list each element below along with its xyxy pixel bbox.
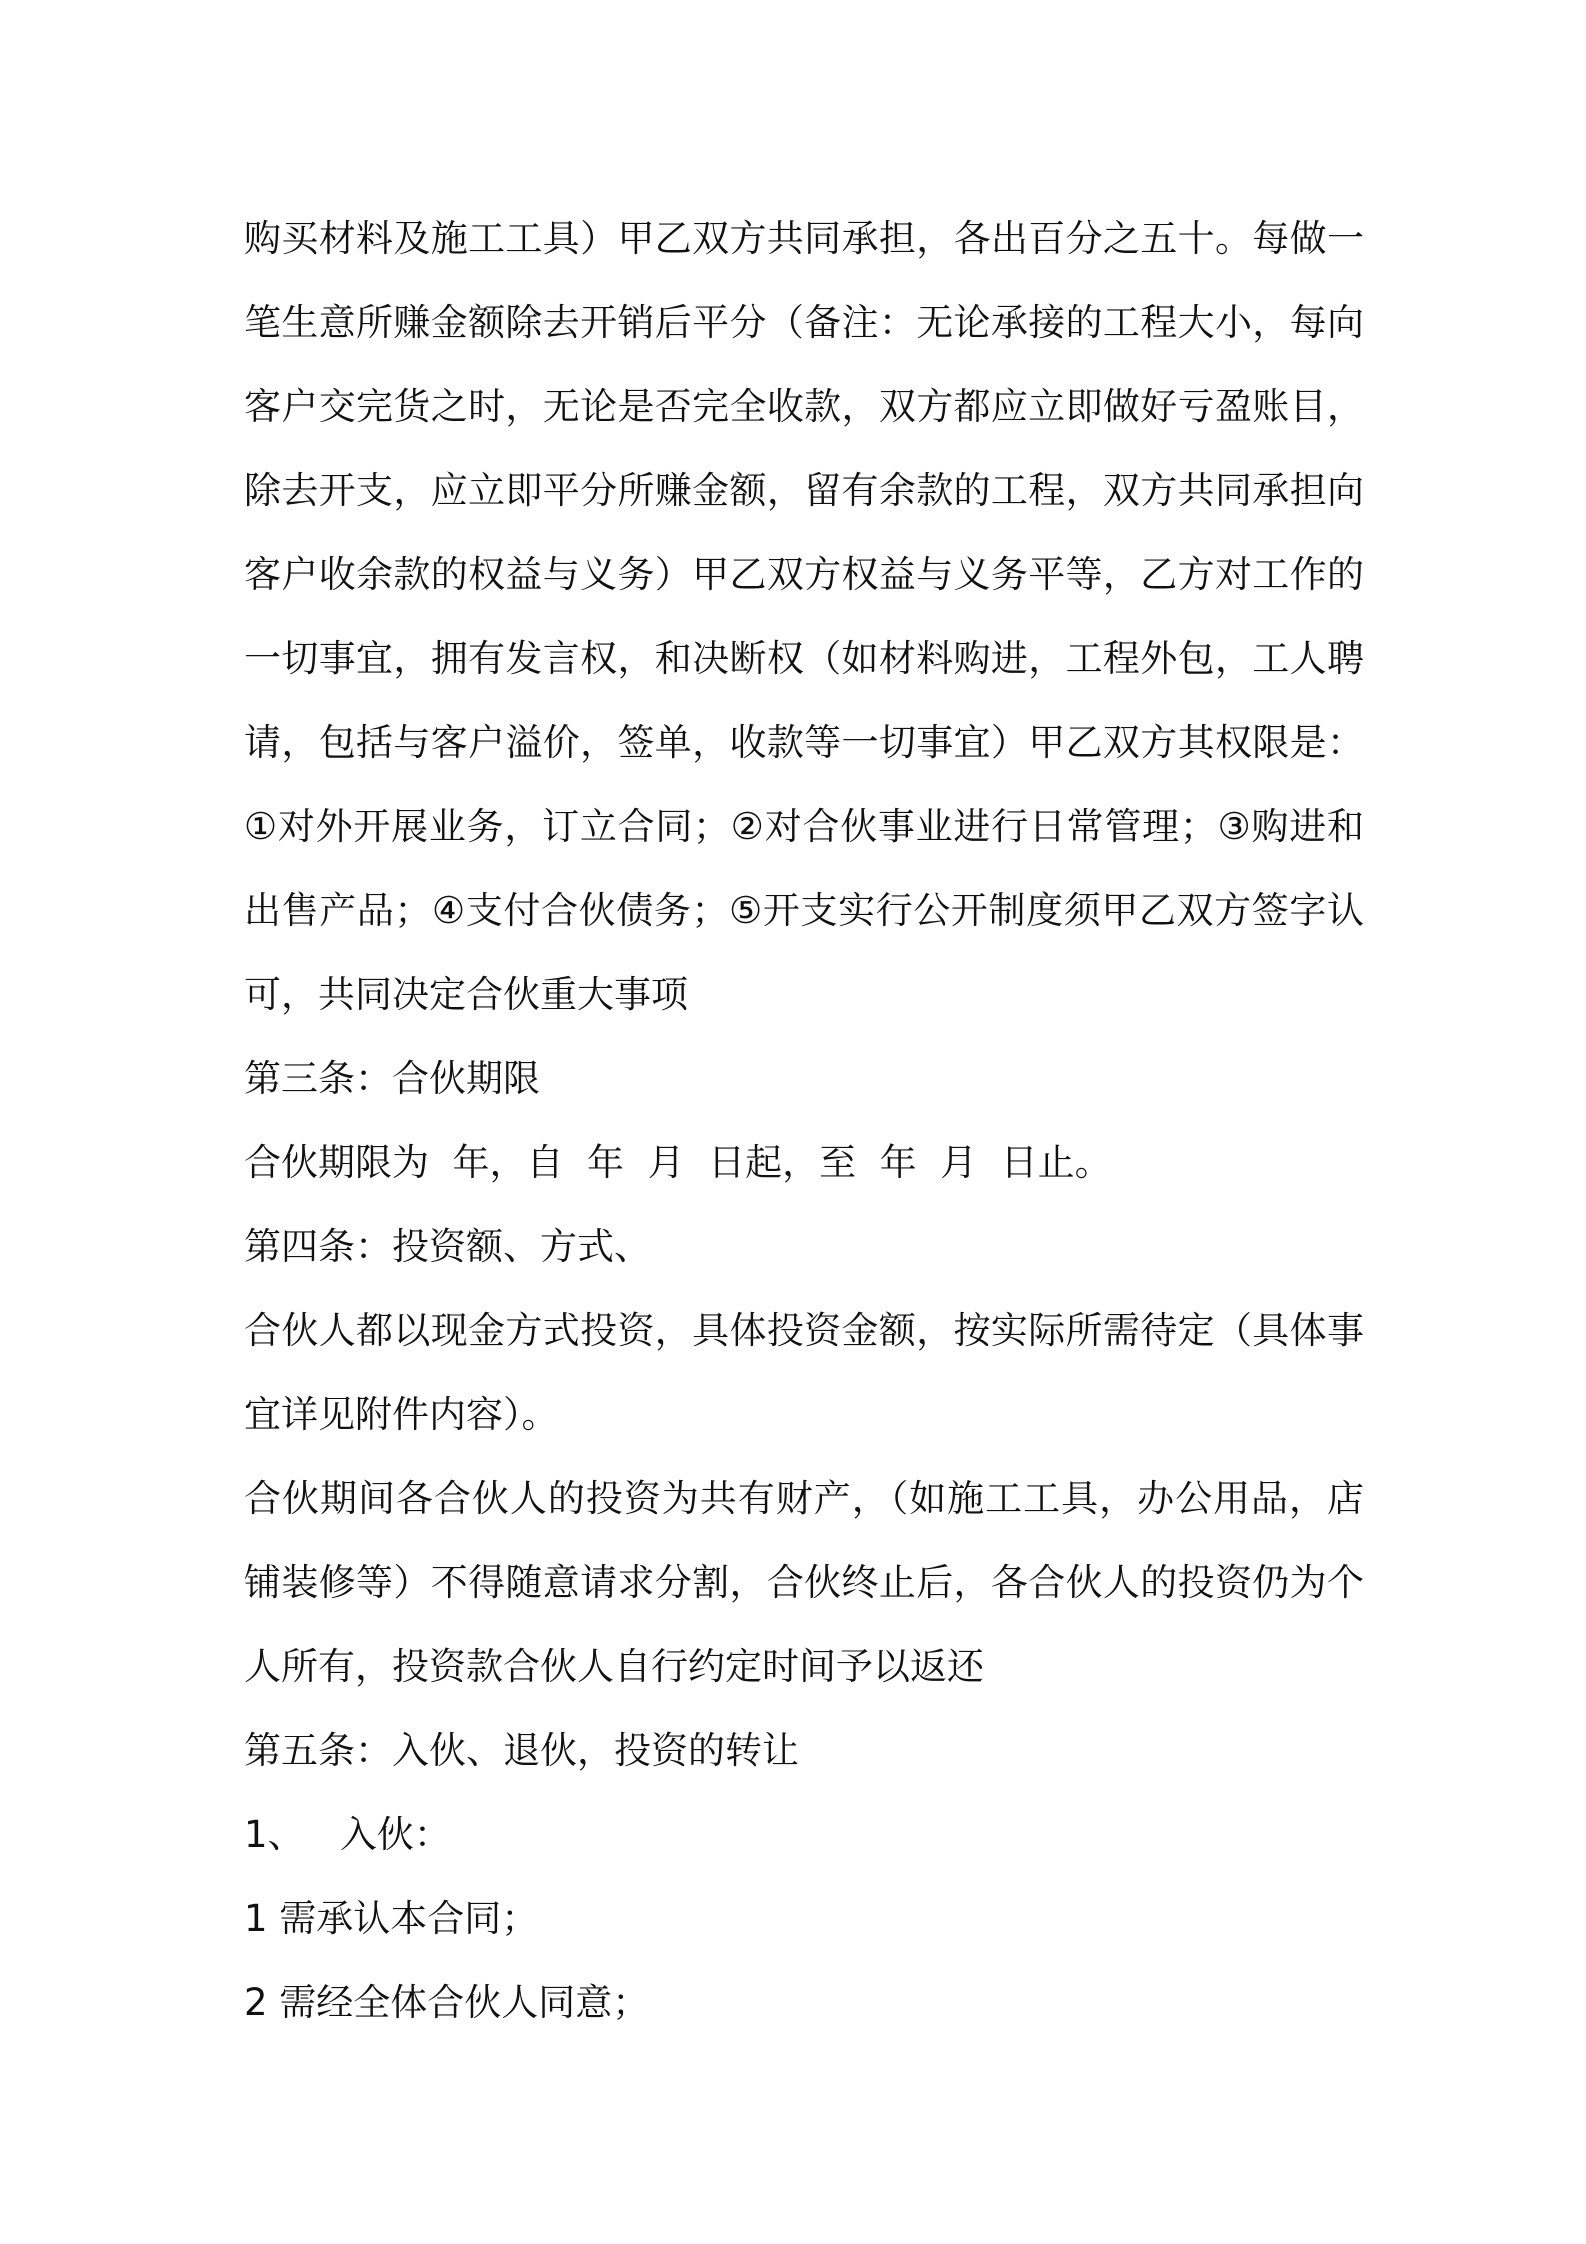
list-item: 1 需承认本合同； xyxy=(244,1897,539,1940)
article-heading: 第五条：入伙、退伙，投资的转让 xyxy=(244,1729,799,1772)
paragraph-line: 客户交完货之时，无论是否完全收款，双方都应立即做好亏盈账目， xyxy=(244,385,1364,428)
paragraph-line: 合伙期间各合伙人的投资为共有财产，（如施工工具，办公用品，店 xyxy=(244,1477,1364,1520)
paragraph-line: 铺装修等）不得随意请求分割，合伙终止后，各合伙人的投资仍为个 xyxy=(244,1561,1364,1604)
paragraph-line: 合伙期限为 年，自 年 月 日起，至 年 月 日止。 xyxy=(244,1141,1112,1184)
paragraph-line: 出售产品；④支付合伙债务；⑤开支实行公开制度须甲乙双方签字认 xyxy=(244,889,1364,932)
paragraph-line: 客户收余款的权益与义务）甲乙双方权益与义务平等，乙方对工作的 xyxy=(244,553,1364,596)
paragraph-line: 可，共同决定合伙重大事项 xyxy=(244,973,688,1016)
list-heading: 1、 入伙： xyxy=(244,1813,451,1856)
paragraph-line: 人所有，投资款合伙人自行约定时间予以返还 xyxy=(244,1645,984,1688)
paragraph-line: 一切事宜，拥有发言权，和决断权（如材料购进，工程外包，工人聘 xyxy=(244,637,1364,680)
list-item: 2 需经全体合伙人同意； xyxy=(244,1981,650,2024)
article-heading: 第四条：投资额、方式、 xyxy=(244,1225,651,1268)
paragraph-line: 宜详见附件内容）。 xyxy=(244,1393,559,1436)
paragraph-line: 购买材料及施工工具）甲乙双方共同承担，各出百分之五十。每做一 xyxy=(244,217,1364,260)
article-heading: 第三条：合伙期限 xyxy=(244,1057,540,1100)
paragraph-line: ①对外开展业务，订立合同；②对合伙事业进行日常管理；③购进和 xyxy=(244,805,1364,848)
paragraph-line: 请，包括与客户溢价，签单，收款等一切事宜）甲乙双方其权限是： xyxy=(244,721,1364,764)
paragraph-line: 合伙人都以现金方式投资，具体投资金额，按实际所需待定（具体事 xyxy=(244,1309,1364,1352)
paragraph-line: 笔生意所赚金额除去开销后平分（备注：无论承接的工程大小，每向 xyxy=(244,301,1364,344)
paragraph-line: 除去开支，应立即平分所赚金额，留有余款的工程，双方共同承担向 xyxy=(244,469,1364,512)
document-body xyxy=(244,197,1364,2045)
